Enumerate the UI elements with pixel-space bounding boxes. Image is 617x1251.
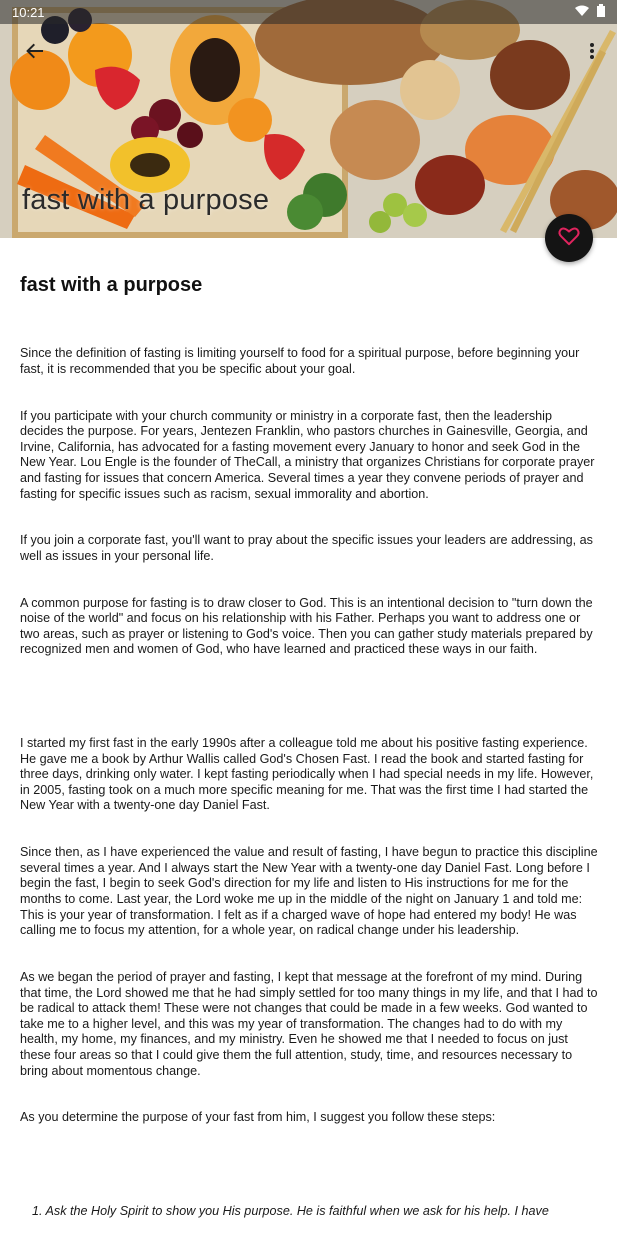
article-title: fast with a purpose xyxy=(20,274,203,296)
article-paragraph: I started my first fast in the early 1990s after a colleague told me about his positive fasting experience. He gave me a book by Arthur Wallis called God's Chosen Fast. I read the book and started fasting for three days, drinking only water. I kept fasting periodically when I had special needs in my life. However, in 2005, fasting took on a much more specific meaning for me. That was the first time I had started the New Year with a twenty-one day Daniel Fast. xyxy=(20,736,597,813)
list-item: 1. Ask the Holy Spirit to show you His purpose. He is faithful when we ask for his help. I have xyxy=(32,1203,549,1218)
more-options-button[interactable] xyxy=(580,38,604,68)
heart-outline-icon xyxy=(558,226,580,251)
article-paragraph: As you determine the purpose of your fast from him, I suggest you follow these steps: xyxy=(20,1110,496,1125)
article-paragraph: Since then, as I have experienced the value and result of fasting, I have begun to practice this discipline several times a year. And I always start the New Year with a twenty-one day Daniel Fast. Long before I begin the fast, I begin to seek God's direction for my life and listen to His instructions for me for the months to come. Last year, the Lord woke me up in the middle of the night on January 1 and told me: This is your year of transformation. I felt as if a charged wave of hope had entered my body! He was calling me to focus my attention, for a whole year, on radical change under his leadership. xyxy=(20,845,602,938)
article-paragraph: If you participate with your church community or ministry in a corporate fast, then the leadership decides the purpose. For years, Jentezen Franklin, who pastors churches in Gainesville, Georgia, and Irvine, California, has advocated for a fasting movement every January to honor and seek God in the New Year. Lou Engle is the founder of TheCall, a ministry that organizes Christians for corporate prayer and fasting for issues that concern America. Several times a year they convene periods of prayer and fasting for specific issues such as racism, sexual immorality and abortion. xyxy=(20,408,598,501)
favorite-button[interactable] xyxy=(545,214,593,262)
article-paragraph: A common purpose for fasting is to draw closer to God. This is an intentional decision to "turn down the noise of the world" and focus on his relationship with his Father. Perhaps you want to address one or two areas, such as prayer or listening to God's voice. Then you can gather study materials prepared by recognized men and women of God, who have learned and practiced these ways in our faith. xyxy=(20,595,597,657)
status-bar xyxy=(0,0,617,24)
article-body xyxy=(20,315,602,1251)
article-paragraph: As we began the period of prayer and fasting, I kept that message at the forefront of my mind. During that time, the Lord showed me that he had simply settled for too many things in my life, and that I had to be radical to attack them! These were not changes that could be made in a few weeks. God wanted to take me to a higher level, and this was my year of transformation. The changes had to do with my health, my home, my finances, and my ministry. Even he showed me that I needed to focus on just these four areas so that I could give them the full attention, study, time, and resources necessary to bring about momentous change. xyxy=(20,969,602,1078)
paragraph-gap xyxy=(20,1157,598,1173)
article-paragraph: Since the definition of fasting is limiting yourself to food for a spiritual purpose, before beginning your fast, it is recommended that you be specific about your goal. xyxy=(20,346,583,376)
hero-title: fast with a purpose xyxy=(22,184,270,216)
paragraph-gap xyxy=(20,689,598,705)
arrow-back-icon xyxy=(25,41,45,66)
article-paragraph: If you join a corporate fast, you'll want to pray about the specific issues your leaders are addressing, as well as issues in your personal life. xyxy=(20,533,597,563)
battery-icon xyxy=(597,4,605,20)
article-content xyxy=(20,262,600,1251)
more-vert-icon xyxy=(589,42,595,65)
back-button[interactable] xyxy=(20,38,50,68)
wifi-icon xyxy=(575,5,589,20)
status-time: 10:21 xyxy=(12,4,45,20)
